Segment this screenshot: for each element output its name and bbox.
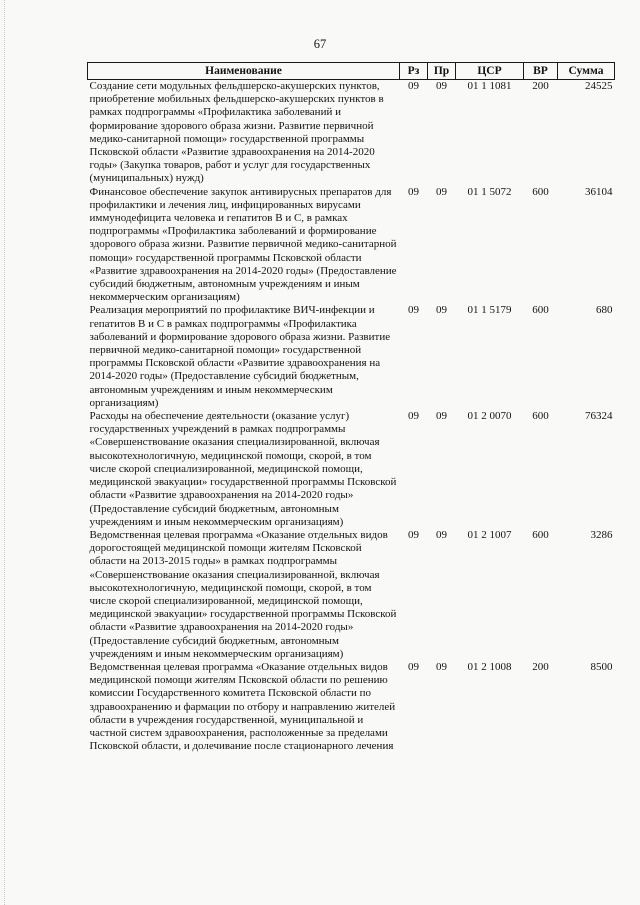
row-pr: 09 — [436, 660, 447, 673]
row-vr: 600 — [532, 528, 549, 541]
header-sum: Сумма — [558, 63, 615, 80]
row-sum: 36104 — [585, 185, 613, 198]
row-pr: 09 — [436, 304, 447, 317]
table-row — [88, 186, 615, 305]
row-name: Создание сети модульных фельдшерско-акушерских пунктов, приобретение мобильных фельдшерско-акушерских пунктов в рамках подпрограммы «Профилактика заболеваний и формирование здорового образа жизни. Развитие первичной медико-санитарной помощи» государственной программы Псковской области «Развитие здравоохранения на 2014-2020 годы» (Закупка товаров, работ и услуг для государственных (муниципальных) нужд) — [89, 80, 384, 185]
row-name: Ведомственная целевая программа «Оказание отдельных видов медицинской помощи жителям Псковской области по решению комиссии Государственного комитета Псковской области по здравоохранению и фармации по отбору и направлению жителей области в учреждения государственной, муниципальной и частной систем здравоохранения, расположенные за пределами Псковской области, и долечивание после стационарного лечения — [89, 660, 396, 753]
row-csr: 01 2 0070 — [467, 410, 512, 423]
row-csr: 01 2 1007 — [467, 528, 512, 541]
row-rz: 09 — [408, 185, 419, 198]
table-row — [88, 529, 615, 661]
row-rz: 09 — [408, 528, 419, 541]
row-csr: 01 1 5072 — [467, 185, 512, 198]
row-sum: 76324 — [585, 410, 613, 423]
header-pr: Пр — [428, 63, 456, 80]
row-sum: 8500 — [590, 660, 613, 673]
row-pr: 09 — [436, 185, 447, 198]
row-pr: 09 — [436, 410, 447, 423]
row-pr: 09 — [436, 80, 447, 92]
header-csr: ЦСР — [456, 63, 524, 80]
row-rz: 09 — [408, 660, 419, 673]
scan-edge-marks — [4, 0, 8, 905]
page-number: 67 — [313, 37, 327, 51]
row-rz: 09 — [408, 80, 419, 92]
table-row — [88, 80, 615, 186]
row-name: Ведомственная целевая программа «Оказание отдельных видов дорогостоящей медицинской помощи жителям Псковской области на 2013-2015 годы» в рамках подпрограммы «Совершенствование оказания специализированной, включая высокотехнологичную, медицинской помощи, скорой, в том числе скорой специализированной, медицинской помощи, медицинской эвакуации» государственной программы Псковской области «Развитие здравоохранения на 2014-2020 годы» (Предоставление субсидий бюджетным, автономным учреждениям и иным некоммерческим организациям) — [89, 528, 397, 660]
row-rz: 09 — [408, 410, 419, 423]
row-vr: 200 — [532, 660, 549, 673]
table-row — [88, 304, 615, 410]
row-vr: 600 — [532, 304, 549, 317]
header-name: Наименование — [88, 63, 400, 80]
row-vr: 600 — [532, 185, 549, 198]
row-sum: 24525 — [585, 80, 613, 92]
row-csr: 01 1 5179 — [467, 304, 512, 317]
row-csr: 01 1 1081 — [467, 80, 512, 92]
budget-table — [87, 62, 615, 753]
table-body — [88, 80, 615, 754]
row-name: Расходы на обеспечение деятельности (оказание услуг) государственных учреждений в рамках подпрограммы «Совершенствование оказания специализированной, включая высокотехнологичную, медицинской помощи, скорой, в том числе скорой специализированной, медицинской помощи, медицинской эвакуации» государственной программы Псковской области «Развитие здравоохранения на 2014-2020 годы» (Предоставление субсидий бюджетным, автономным учреждениям и иным некоммерческим организациям) — [89, 410, 397, 528]
row-name: Реализация мероприятий по профилактике ВИЧ-инфекции и гепатитов В и С в рамках подпрограммы «Профилактика заболеваний и формирование здорового образа жизни. Развитие первичной медико-санитарной помощи» государственной программы Псковской области «Развитие здравоохранения на 2014-2020 годы» (Предоставление субсидий бюджетным, автономным учреждениям и иным некоммерческим организациям) — [89, 304, 391, 409]
table-header — [88, 63, 615, 80]
row-pr: 09 — [436, 528, 447, 541]
header-rz: Рз — [400, 63, 428, 80]
row-csr: 01 2 1008 — [467, 660, 512, 673]
row-vr: 600 — [532, 410, 549, 423]
table-row — [88, 410, 615, 529]
row-sum: 680 — [596, 304, 613, 317]
row-name: Финансовое обеспечение закупок антивирусных препаратов для профилактики и лечения лиц, инфицированных вирусами иммунодефицита человека и гепатитов В и С, в рамках подпрограммы «Профилактика заболеваний и формирование здорового образа жизни. Развитие первичной медико-санитарной помощи» государственной программы Псковской области «Развитие здравоохранения на 2014-2020 годы» (Предоставление субсидий бюджетным, автономным учреждениям и иным некоммерческим организациям) — [89, 185, 397, 304]
table-row — [88, 661, 615, 753]
header-vr: ВР — [524, 63, 558, 80]
row-sum: 3286 — [590, 528, 613, 541]
row-rz: 09 — [408, 304, 419, 317]
row-vr: 200 — [532, 80, 549, 92]
